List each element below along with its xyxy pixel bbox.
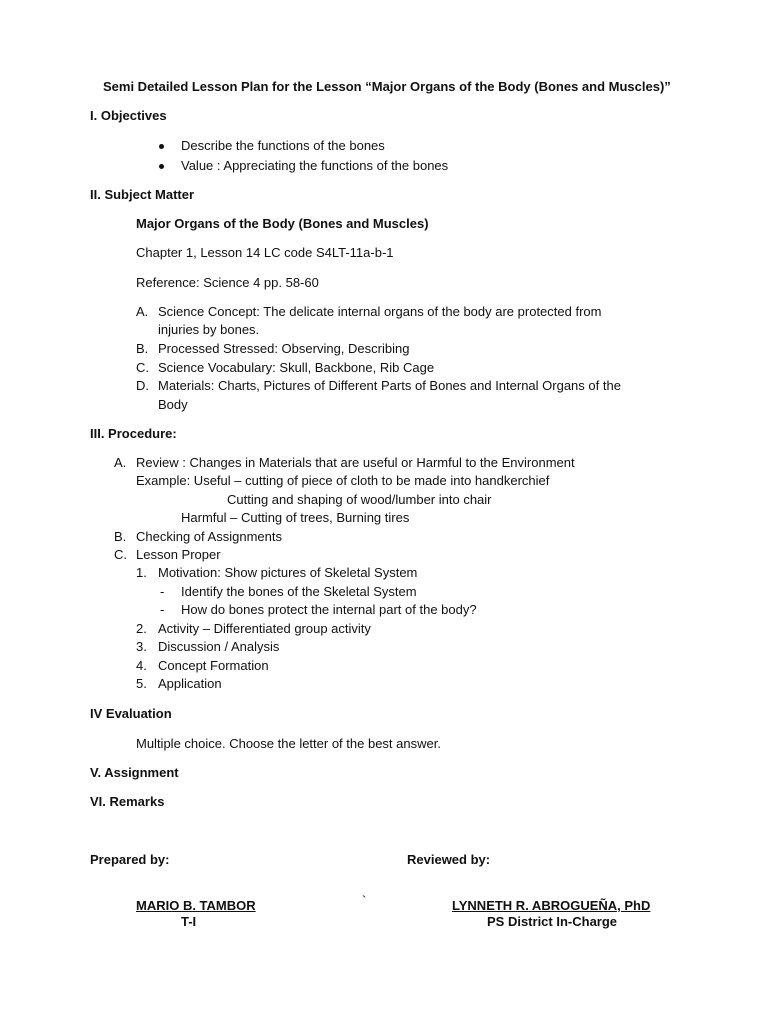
dash-marker: - [160, 602, 165, 617]
list-marker: B. [136, 341, 149, 356]
example-line: Harmful – Cutting of trees, Burning tires [181, 510, 410, 525]
step-marker: 1. [136, 565, 147, 580]
science-concept-line: Science Concept: The delicate internal organs of the body are protected from [158, 304, 602, 319]
objective-item: Value : Appreciating the functions of the bones [181, 158, 449, 173]
motivation-subitem: How do bones protect the internal part of the body? [181, 602, 477, 617]
evaluation-heading: IV Evaluation [90, 706, 172, 721]
step-marker: 4. [136, 658, 147, 673]
remarks-heading: VI. Remarks [90, 794, 165, 809]
processes-stressed-line: Processed Stressed: Observing, Describing [158, 341, 410, 356]
objectives-heading: I. Objectives [90, 108, 167, 123]
lesson-code: Chapter 1, Lesson 14 LC code S4LT-11a-b-1 [136, 245, 394, 260]
concept-formation-step: Concept Formation [158, 658, 269, 673]
review-item: Review : Changes in Materials that are useful or Harmful to the Environment [136, 455, 575, 470]
step-marker: 2. [136, 621, 147, 636]
motivation-subitem: Identify the bones of the Skeletal System [181, 584, 417, 599]
reviewed-by-label: Reviewed by: [407, 852, 491, 867]
materials-line: Materials: Charts, Pictures of Different Parts of Bones and Internal Organs of the [158, 378, 621, 393]
list-marker: C. [136, 360, 149, 375]
lesson-proper-item: Lesson Proper [136, 547, 221, 562]
science-concept-line: injuries by bones. [158, 322, 260, 337]
list-marker: C. [114, 547, 127, 562]
reviewer-name: LYNNETH R. ABROGUEÑA, PhD [452, 898, 651, 913]
objective-item: Describe the functions of the bones [181, 138, 385, 153]
assignment-heading: V. Assignment [90, 765, 179, 780]
step-marker: 5. [136, 676, 147, 691]
dash-marker: - [160, 584, 165, 599]
list-marker: D. [136, 378, 149, 393]
motivation-step: Motivation: Show pictures of Skeletal System [158, 565, 418, 580]
bullet-icon [159, 164, 164, 169]
evaluation-text: Multiple choice. Choose the letter of the best answer. [136, 736, 441, 751]
step-marker: 3. [136, 639, 147, 654]
example-line: Example: Useful – cutting of piece of cloth to be made into handkerchief [136, 473, 550, 488]
bullet-icon [159, 144, 164, 149]
reviewer-position: PS District In-Charge [487, 914, 618, 929]
discussion-step: Discussion / Analysis [158, 639, 280, 654]
list-marker: A. [114, 455, 127, 470]
application-step: Application [158, 676, 222, 691]
list-marker: A. [136, 304, 149, 319]
procedure-heading: III. Procedure: [90, 426, 177, 441]
subject-matter-heading: II. Subject Matter [90, 187, 195, 202]
science-vocabulary-line: Science Vocabulary: Skull, Backbone, Rib Cage [158, 360, 435, 375]
preparer-position: T-I [181, 914, 197, 929]
preparer-name: MARIO B. TAMBOR [136, 898, 256, 913]
reference: Reference: Science 4 pp. 58-60 [136, 275, 319, 290]
stray-mark: ` [362, 893, 367, 908]
example-line: Cutting and shaping of wood/lumber into chair [227, 492, 492, 507]
prepared-by-label: Prepared by: [90, 852, 170, 867]
document-title: Semi Detailed Lesson Plan for the Lesson “Major Organs of the Body (Bones and Muscles)” [103, 79, 671, 94]
list-marker: B. [114, 529, 127, 544]
subject-topic: Major Organs of the Body (Bones and Muscles) [136, 216, 429, 231]
activity-step: Activity – Differentiated group activity [158, 621, 371, 636]
checking-assignments-item: Checking of Assignments [136, 529, 282, 544]
materials-line: Body [158, 397, 188, 412]
